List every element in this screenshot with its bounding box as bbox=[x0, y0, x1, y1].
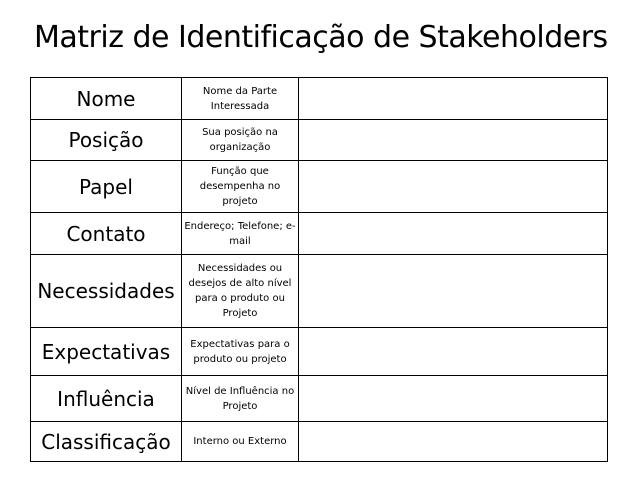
row-value-cell[interactable] bbox=[299, 328, 608, 376]
row-description: Função que desempenha no projeto bbox=[182, 161, 299, 213]
row-value-cell[interactable] bbox=[299, 78, 608, 120]
stakeholder-matrix-table bbox=[30, 77, 608, 462]
row-label: Nome bbox=[31, 78, 182, 120]
row-value-cell[interactable] bbox=[299, 255, 608, 328]
page-title: Matriz de Identificação de Stakeholders bbox=[34, 20, 608, 55]
table-row-influencia bbox=[31, 376, 608, 422]
row-label: Necessidades bbox=[31, 255, 182, 328]
table-row-papel bbox=[31, 161, 608, 213]
row-value-cell[interactable] bbox=[299, 213, 608, 255]
table-row-posicao bbox=[31, 120, 608, 161]
row-label: Influência bbox=[31, 376, 182, 422]
row-description: Nome da Parte Interessada bbox=[182, 78, 299, 120]
row-description: Necessidades ou desejos de alto nível para o produto ou Projeto bbox=[182, 255, 299, 328]
row-value-cell[interactable] bbox=[299, 120, 608, 161]
row-label: Posição bbox=[31, 120, 182, 161]
row-description: Interno ou Externo bbox=[182, 422, 299, 462]
row-description: Nível de Influência no Projeto bbox=[182, 376, 299, 422]
row-label: Contato bbox=[31, 213, 182, 255]
row-value-cell[interactable] bbox=[299, 376, 608, 422]
row-label: Expectativas bbox=[31, 328, 182, 376]
table-row-necessidades bbox=[31, 255, 608, 328]
row-description: Expectativas para o produto ou projeto bbox=[182, 328, 299, 376]
table-row-classificacao bbox=[31, 422, 608, 462]
table-row-expectativas bbox=[31, 328, 608, 376]
row-value-cell[interactable] bbox=[299, 422, 608, 462]
table-row-contato bbox=[31, 213, 608, 255]
row-description: Sua posição na organização bbox=[182, 120, 299, 161]
row-value-cell[interactable] bbox=[299, 161, 608, 213]
row-label: Classificação bbox=[31, 422, 182, 462]
table-row-nome bbox=[31, 78, 608, 120]
row-description: Endereço; Telefone; e-mail bbox=[182, 213, 299, 255]
row-label: Papel bbox=[31, 161, 182, 213]
